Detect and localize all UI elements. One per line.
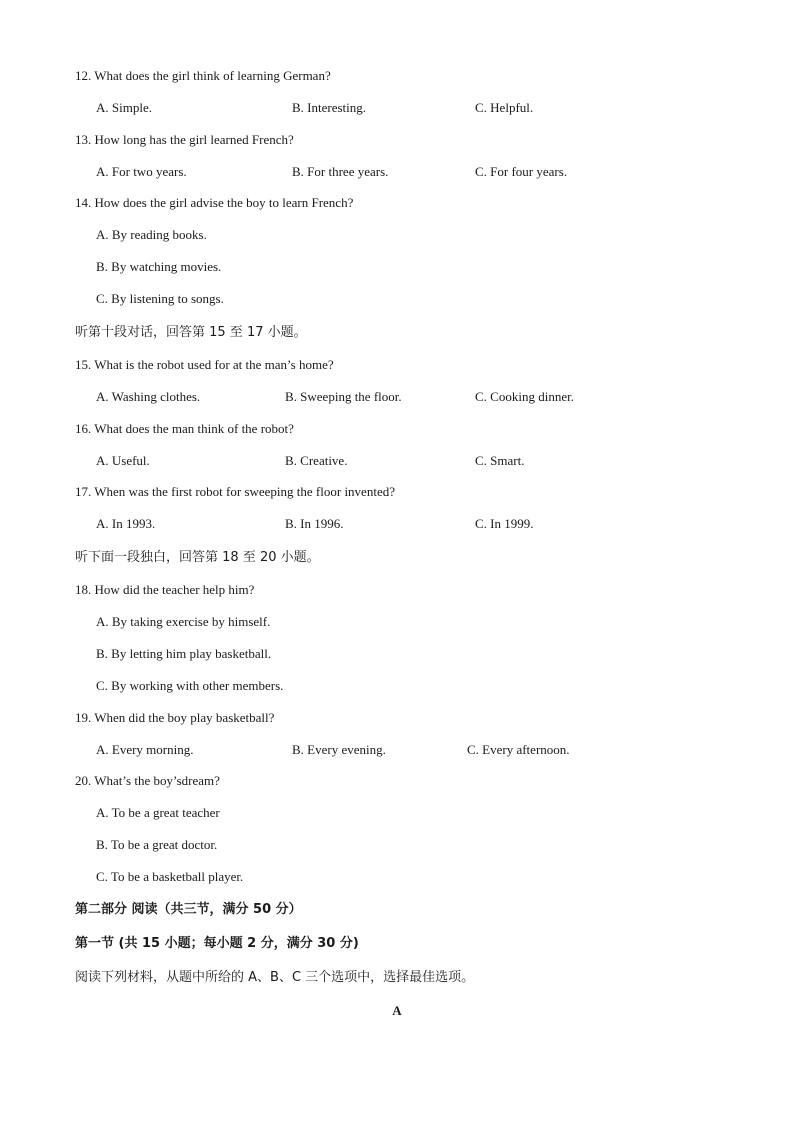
question-16-option-b: B. Creative. [285, 453, 348, 468]
question-14-option-a: A. By reading books. [96, 227, 207, 242]
question-18-option-b: B. By letting him play basketball. [96, 646, 272, 661]
question-12-option-c: C. Helpful. [475, 100, 534, 115]
question-14-option-b: B. By watching movies. [96, 259, 222, 274]
question-13-option-c: C. For four years. [475, 164, 568, 179]
section-1-title: 第一节 (共 15 小题；每小题 2 分，满分 30 分) [75, 936, 359, 951]
question-19-stem: 19. When did the boy play basketball? [75, 710, 275, 725]
question-17-option-a: A. In 1993. [96, 516, 156, 531]
question-20-option-a: A. To be a great teacher [96, 805, 220, 820]
question-19-option-a: A. Every morning. [96, 742, 194, 757]
question-18-stem: 18. How did the teacher help him? [75, 582, 255, 597]
question-15-option-a: A. Washing clothes. [96, 389, 201, 404]
question-16-option-c: C. Smart. [475, 453, 525, 468]
question-20-stem: 20. What’s the boy’sdream? [75, 773, 220, 788]
question-19-option-c: C. Every afternoon. [467, 742, 570, 757]
question-20-option-b: B. To be a great doctor. [96, 837, 218, 852]
question-18-option-a: A. By taking exercise by himself. [96, 614, 271, 629]
question-17-option-b: B. In 1996. [285, 516, 344, 531]
question-13-option-b: B. For three years. [292, 164, 389, 179]
question-17-stem: 17. When was the first robot for sweeping the floor invented? [75, 484, 395, 499]
question-17-option-c: C. In 1999. [475, 516, 534, 531]
question-16-stem: 16. What does the man think of the robot? [75, 421, 294, 436]
question-15-option-b: B. Sweeping the floor. [285, 389, 402, 404]
question-19-option-b: B. Every evening. [292, 742, 386, 757]
part-2-title: 第二部分 阅读（共三节，满分 50 分） [75, 902, 302, 917]
question-16-option-a: A. Useful. [96, 453, 150, 468]
question-12-stem: 12. What does the girl think of learning German? [75, 68, 331, 83]
question-14-option-c: C. By listening to songs. [96, 291, 224, 306]
question-14-stem: 14. How does the girl advise the boy to learn French? [75, 195, 354, 210]
question-12-option-b: B. Interesting. [292, 100, 367, 115]
passage-label: A [392, 1003, 402, 1018]
instruction-monologue: 听下面一段独白，回答第 18 至 20 小题。 [75, 550, 320, 565]
question-20-option-c: C. To be a basketball player. [96, 869, 244, 884]
question-18-option-c: C. By working with other members. [96, 678, 284, 693]
question-13-option-a: A. For two years. [96, 164, 187, 179]
instruction-dialogue-10: 听第十段对话，回答第 15 至 17 小题。 [75, 325, 307, 340]
question-13-stem: 13. How long has the girl learned French? [75, 132, 294, 147]
question-15-option-c: C. Cooking dinner. [475, 389, 574, 404]
question-15-stem: 15. What is the robot used for at the man’s home? [75, 357, 334, 372]
question-12-option-a: A. Simple. [96, 100, 152, 115]
reading-instruction: 阅读下列材料，从题中所给的 A、B、C 三个选项中，选择最佳选项。 [75, 970, 475, 985]
